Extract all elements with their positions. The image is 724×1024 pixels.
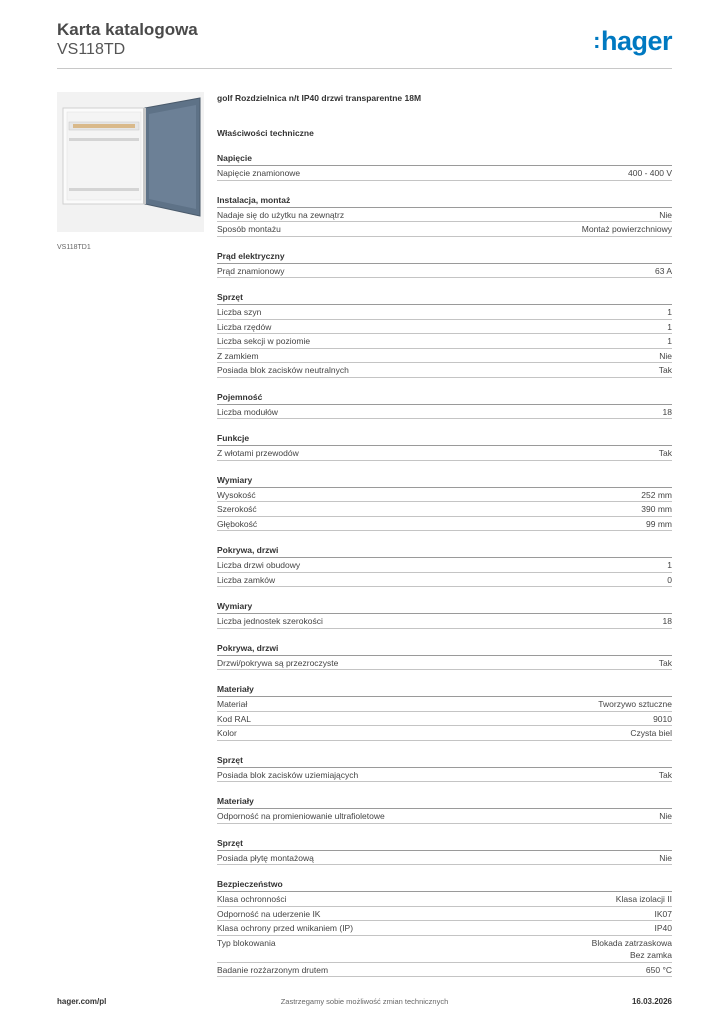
spec-row (217, 208, 672, 223)
section-title: Bezpieczeństwo (217, 878, 672, 892)
spec-label: Klasa ochronności (217, 894, 287, 904)
spec-label: Drzwi/pokrywa są przezroczyste (217, 657, 339, 668)
spec-value-line: Czysta biel (630, 728, 672, 738)
spec-value (582, 223, 672, 236)
spec-row (217, 907, 672, 922)
spec-label: Wysokość (217, 489, 256, 500)
spec-row (217, 305, 672, 320)
spec-row (217, 936, 672, 963)
spec-value-line: Bez zamka (629, 950, 672, 960)
product-description: golf Rozdzielnica n/t IP40 drzwi transparentne 18M (217, 93, 422, 103)
logo-mark-icon: : (593, 28, 600, 53)
spec-section (217, 600, 672, 629)
spec-label: Liczba rzędów (217, 321, 272, 332)
section-title: Pojemność (217, 391, 672, 405)
spec-label: Liczba sekcji w poziomie (217, 336, 311, 346)
spec-section (217, 795, 672, 824)
spec-value (667, 574, 672, 587)
logo-text: hager (600, 26, 672, 56)
spec-section (217, 432, 672, 461)
spec-row (217, 921, 672, 936)
spec-section (217, 878, 672, 977)
spec-label: Badanie rozżarzonym drutem (217, 964, 329, 975)
spec-value (646, 518, 672, 531)
spec-label: Odporność na promieniowanie ultrafioletowe (217, 811, 385, 821)
spec-label: Liczba jednostek szerokości (217, 616, 323, 626)
section-title: Wymiary (217, 600, 672, 614)
spec-value-line: 18 (662, 406, 672, 417)
spec-section (217, 544, 672, 587)
section-title: Instalacja, montaż (217, 194, 672, 208)
spec-label: Kolor (217, 728, 237, 738)
spec-label: Liczba drzwi obudowy (217, 560, 301, 570)
spec-value-line: 0 (667, 574, 672, 585)
spec-value-line: IP40 (654, 923, 672, 933)
spec-section (217, 754, 672, 783)
spec-label: Klasa ochrony przed wnikaniem (IP) (217, 923, 354, 933)
spec-value-line: 400 - 400 V (628, 168, 672, 178)
spec-row (217, 573, 672, 588)
hager-logo (593, 26, 672, 58)
section-title: Materiały (217, 683, 672, 697)
spec-value (628, 167, 672, 180)
spec-value (659, 364, 672, 377)
spec-value (659, 209, 672, 222)
spec-value (663, 615, 672, 628)
spec-value (659, 852, 672, 865)
spec-row (217, 712, 672, 727)
spec-row (217, 517, 672, 532)
spec-value (659, 810, 672, 823)
spec-label: Kod RAL (217, 713, 252, 724)
spec-value (641, 503, 672, 516)
section-title: Sprzęt (217, 291, 672, 305)
spec-value (659, 657, 672, 670)
spec-section (217, 152, 672, 181)
spec-value-line: 252 mm (641, 489, 672, 500)
spec-row (217, 166, 672, 181)
spec-label: Z włotami przewodów (217, 448, 299, 458)
spec-value-line: Montaż powierzchniowy (581, 224, 672, 234)
spec-label: Liczba szyn (217, 307, 262, 317)
spec-value (659, 350, 672, 363)
spec-section (217, 837, 672, 866)
spec-section (217, 474, 672, 532)
product-code: VS118TD (57, 41, 126, 58)
spec-value-line: Tak (658, 448, 672, 458)
spec-value (663, 406, 672, 419)
footer-notice: Zastrzegamy sobie możliwość zmian technicznych (280, 997, 449, 1006)
spec-row (217, 264, 672, 279)
section-title: Pokrywa, drzwi (217, 544, 672, 558)
spec-value-line: 1 (667, 560, 672, 570)
spec-row (217, 558, 672, 573)
section-title: Funkcje (217, 432, 672, 446)
footer-date: 16.03.2026 (631, 997, 672, 1006)
section-title: Sprzęt (217, 754, 672, 768)
spec-value (659, 769, 672, 782)
spec-value-line: Tak (658, 769, 672, 780)
spec-label: Sposób montażu (217, 224, 281, 234)
spec-value-line: 650 °C (645, 964, 672, 975)
document-title: Karta katalogowa (57, 20, 198, 39)
spec-row (217, 446, 672, 461)
spec-value-line: 99 mm (646, 518, 672, 529)
spec-value (655, 922, 673, 935)
spec-row (217, 334, 672, 349)
section-title: Materiały (217, 795, 672, 809)
spec-label: Z zamkiem (217, 350, 259, 361)
spec-row (217, 488, 672, 503)
spec-row (217, 363, 672, 378)
spec-content (217, 92, 672, 977)
spec-row (217, 963, 672, 978)
spec-value-line: 9010 (653, 713, 672, 724)
spec-value (659, 447, 672, 460)
spec-row (217, 349, 672, 364)
image-caption: VS118TD1 (57, 244, 91, 251)
spec-value-line: 1 (667, 336, 672, 346)
spec-value (646, 964, 672, 977)
spec-value-line: 63 A (654, 265, 672, 276)
header-divider (57, 68, 672, 69)
spec-value (616, 893, 672, 906)
spec-row (217, 656, 672, 671)
spec-row (217, 809, 672, 824)
spec-label: Liczba zamków (217, 574, 276, 585)
spec-value (667, 335, 672, 348)
spec-sections (217, 152, 672, 977)
spec-value (667, 306, 672, 319)
spec-row (217, 222, 672, 237)
spec-row (217, 614, 672, 629)
spec-value-line: IK07 (654, 908, 672, 919)
spec-row (217, 768, 672, 783)
section-title: Napięcie (217, 152, 672, 166)
spec-row (217, 851, 672, 866)
spec-value-line: Tak (658, 657, 672, 668)
spec-value (598, 698, 672, 711)
spec-label: Posiada blok zacisków uziemiających (217, 769, 359, 780)
spec-section (217, 250, 672, 279)
spec-label: Typ blokowania (217, 937, 276, 948)
spec-row (217, 405, 672, 420)
spec-row (217, 502, 672, 517)
spec-value (667, 321, 672, 334)
spec-value-line: Tak (658, 365, 672, 375)
spec-value-line: Nie (659, 350, 672, 361)
spec-value (653, 713, 672, 726)
spec-label: Głębokość (217, 518, 258, 529)
spec-value (641, 489, 672, 502)
spec-section (217, 291, 672, 378)
spec-row (217, 892, 672, 907)
technical-properties-heading: Właściwości techniczne (217, 128, 314, 138)
section-title: Wymiary (217, 474, 672, 488)
spec-label: Prąd znamionowy (217, 265, 285, 276)
spec-label: Szerokość (217, 504, 257, 514)
spec-value (667, 559, 672, 572)
spec-label: Nadaje się do użytku na zewnątrz (217, 209, 345, 220)
spec-label: Odporność na uderzenie IK (217, 908, 321, 919)
section-title: Sprzęt (217, 837, 672, 851)
spec-value-line: Nie (659, 811, 672, 821)
spec-value-line: 18 (662, 616, 672, 626)
spec-value-line: 1 (667, 321, 672, 332)
spec-value-line: Nie (659, 209, 672, 220)
footer-website-link[interactable]: hager.com/pl (57, 997, 107, 1006)
spec-value-line: Tworzywo sztuczne (598, 699, 672, 709)
spec-value-line: 390 mm (641, 504, 672, 514)
spec-section (217, 642, 672, 671)
section-title: Prąd elektryczny (217, 250, 672, 264)
spec-section (217, 391, 672, 420)
spec-value-line: 1 (667, 307, 672, 317)
product-image (57, 92, 204, 232)
spec-value-line: Nie (659, 852, 672, 863)
spec-label: Posiada blok zacisków neutralnych (217, 365, 349, 375)
spec-label: Liczba modułów (217, 406, 278, 417)
spec-label: Materiał (217, 699, 248, 709)
spec-section (217, 683, 672, 741)
spec-label: Posiada płytę montażową (217, 852, 314, 863)
document-header (57, 20, 198, 59)
spec-section (217, 194, 672, 237)
spec-row (217, 726, 672, 741)
spec-value (655, 908, 673, 921)
spec-value (630, 727, 672, 740)
spec-value-line: Klasa izolacji II (615, 894, 672, 904)
spec-value (592, 937, 672, 962)
spec-row (217, 320, 672, 335)
section-title: Pokrywa, drzwi (217, 642, 672, 656)
spec-label: Napięcie znamionowe (217, 168, 301, 178)
spec-value (655, 265, 672, 278)
spec-row (217, 697, 672, 712)
spec-value-line: Blokada zatrzaskowa (591, 937, 672, 948)
